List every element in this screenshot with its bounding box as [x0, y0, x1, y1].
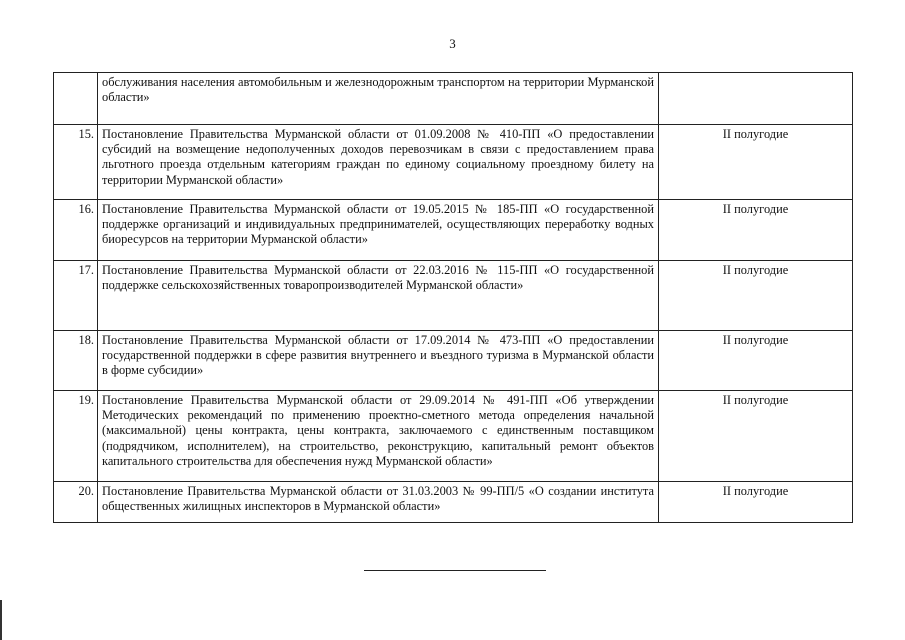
- table-row: [54, 261, 853, 331]
- table-row: [54, 482, 853, 523]
- row-number: 18.: [54, 331, 98, 391]
- row-document-text: Постановление Правительства Мурманской области от 17.09.2014 № 473-ПП «О предоставлении государственной поддержки в сфере развития внутреннего и въездного туризма в Мурманской области в форме субсидии»: [98, 331, 659, 391]
- table-row: [54, 200, 853, 261]
- table-row: [54, 331, 853, 391]
- row-number: 19.: [54, 391, 98, 482]
- row-term: II полугодие: [659, 261, 853, 331]
- row-document-text: Постановление Правительства Мурманской области от 31.03.2003 № 99-ПП/5 «О создании института общественных жилищных инспекторов в Мурманской области»: [98, 482, 659, 523]
- row-term: II полугодие: [659, 200, 853, 261]
- row-document-text: обслуживания населения автомобильным и железнодорожным транспортом на территории Мурманской области»: [98, 73, 659, 125]
- row-number: 16.: [54, 200, 98, 261]
- table-row: [54, 73, 853, 125]
- scan-edge-mark: [0, 600, 2, 640]
- table-row: [54, 391, 853, 482]
- row-document-text: Постановление Правительства Мурманской области от 22.03.2016 № 115-ПП «О государственной поддержке сельскохозяйственных товаропроизводителей Мурманской области»: [98, 261, 659, 331]
- row-document-text: Постановление Правительства Мурманской области от 01.09.2008 № 410-ПП «О предоставлении субсидий на возмещение недополученных доходов перевозчикам в связи с предоставлением права льготного проезда отдельным категориям граждан по единому социальному проездному билету на территории Мурманской области»: [98, 125, 659, 200]
- row-number: 20.: [54, 482, 98, 523]
- footer-divider: [364, 570, 546, 571]
- row-term: II полугодие: [659, 391, 853, 482]
- row-term: II полугодие: [659, 331, 853, 391]
- regulations-table: [53, 72, 853, 523]
- row-number: 15.: [54, 125, 98, 200]
- row-number: 17.: [54, 261, 98, 331]
- row-number: [54, 73, 98, 125]
- table-row: [54, 125, 853, 200]
- row-document-text: Постановление Правительства Мурманской области от 29.09.2014 № 491-ПП «Об утверждении Методических рекомендаций по применению проектно-сметного метода определения начальной (максимальной) цены контракта, цены контракта, заключаемого с единственным поставщиком (подрядчиком, исполнителем), на строительство, реконструкцию, капитальный ремонт объектов капитального строительства для обеспечения нужд Мурманской области»: [98, 391, 659, 482]
- row-term: II полугодие: [659, 125, 853, 200]
- row-term: [659, 73, 853, 125]
- page-number: 3: [449, 36, 456, 51]
- row-document-text: Постановление Правительства Мурманской области от 19.05.2015 № 185-ПП «О государственной поддержке организаций и индивидуальных предпринимателей, осуществляющих переработку водных биоресурсов на территории Мурманской области»: [98, 200, 659, 261]
- row-term: II полугодие: [659, 482, 853, 523]
